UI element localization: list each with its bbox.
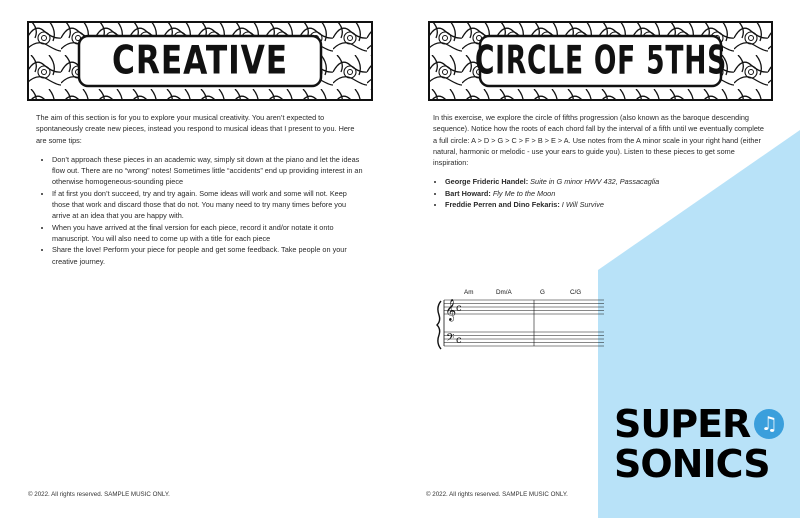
grand-staff (436, 285, 606, 355)
music-note-icon: ♫ (754, 409, 784, 439)
supersonics-logo (614, 404, 784, 484)
composer-name: Freddie Perren and Dino Fekaris: (445, 200, 560, 210)
chord-symbol: Dm/A (496, 289, 512, 296)
inspiration-item (445, 188, 768, 199)
bass-clef-icon: 𝄢 (446, 332, 455, 347)
chord-symbol: Am (464, 289, 474, 296)
chord-symbol: C/G (570, 289, 582, 296)
tips-list (36, 154, 366, 267)
inspiration-item (445, 176, 768, 187)
logo-text-line1: SUPER (614, 402, 751, 446)
treble-staff (444, 300, 604, 314)
intro-paragraph: In this exercise, we explore the circle of fifths progression (also known as the baroque descending sequence). Notice how the roots of each chord fall by the interval of a fifth until we eventually complete a full circle: A > D > G > C > F > B > E > A. Use notes from the A minor scale in your right hand (either natural, harmonic or melodic - use your ears to guide you). Listen to these pieces to get some inspiration: (433, 113, 764, 168)
chord-symbol: G (540, 289, 545, 296)
copyright-footer: © 2022. All rights reserved. SAMPLE MUSIC ONLY. (28, 491, 170, 498)
tip-item: • Don’t approach these pieces in an academic way, simply sit down at the piano and let the ideas flow out. There are no “wrong” notes! Sometimes little “accidents” end up providing interest in an otherwise homogeneous-sounding piece (52, 154, 366, 188)
inspiration-list (433, 176, 768, 210)
tip-item: • Share the love! Perform your piece for people and get some feedback. Take people on your creative journey. (52, 244, 366, 267)
copyright-footer: © 2022. All rights reserved. SAMPLE MUSIC ONLY. (426, 491, 568, 498)
circle-body (433, 112, 768, 210)
tip-item: • If at first you don’t succeed, try and try again. Some ideas will work and some will not. Keep those that work and discard those that do not. You many need to try many times before you arrive at an idea that you are happy with. (52, 188, 366, 222)
composer-name: George Frideric Handel: (445, 177, 529, 187)
treble-clef-icon: 𝄞 (445, 299, 457, 321)
composer-name: Bart Howard: (445, 188, 491, 198)
work-title: Fly Me to the Moon (492, 188, 556, 198)
bass-staff (444, 332, 604, 346)
time-signature: c (456, 335, 462, 346)
circle-of-fifths-banner (428, 21, 773, 101)
time-signature: c (456, 303, 462, 314)
page-title: CIRCLE OF 5THS (474, 38, 727, 84)
inspiration-item (445, 199, 768, 210)
work-title: I Will Survive (561, 200, 604, 210)
right-page (400, 0, 800, 518)
brace (437, 301, 441, 349)
page-title: CREATIVE (111, 38, 289, 84)
creative-banner (27, 21, 373, 101)
creative-body (36, 112, 366, 267)
logo-text-line2: SONICS (614, 442, 770, 486)
work-title: Suite in G minor HWV 432, Passacaglia (530, 177, 660, 187)
intro-paragraph: The aim of this section is for you to explore your musical creativity. You aren’t expected to spontaneously create new pieces, instead you respond to musical ideas that I present to you. Here are some tips: (36, 113, 355, 145)
tip-item: • When you have arrived at the final version for each piece, record it and/or notate it onto manuscript. You will also need to come up with a title for each piece (52, 222, 366, 245)
